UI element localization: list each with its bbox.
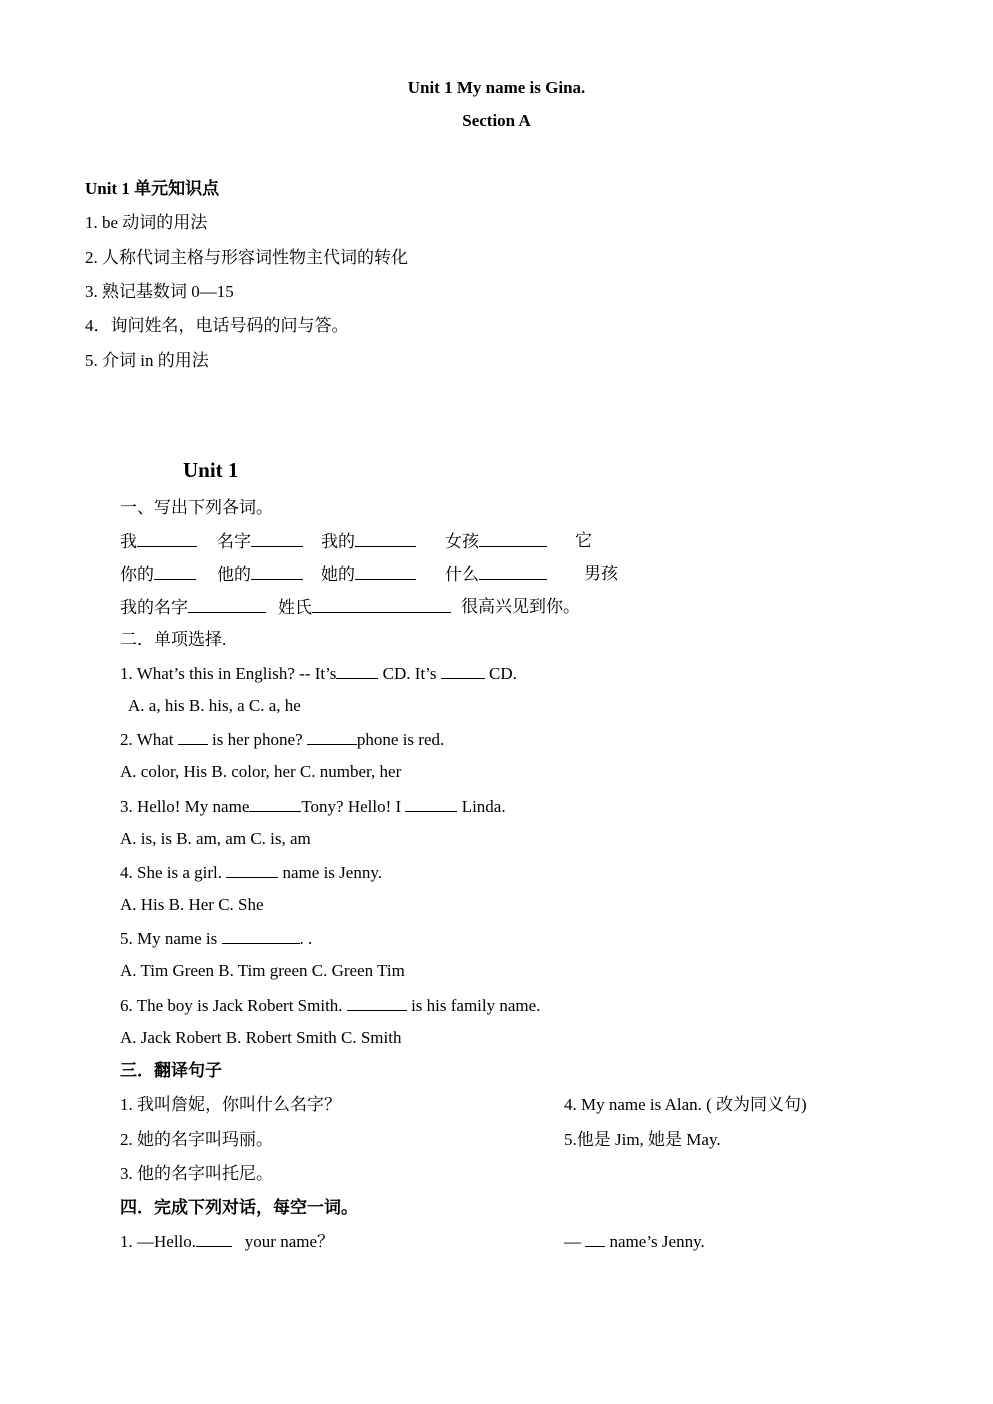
- word-label: 男孩: [584, 564, 618, 583]
- word-row: [217, 530, 303, 553]
- question-5: [120, 927, 312, 950]
- question-text: phone is red.: [356, 730, 445, 749]
- knowledge-item: 2. 人称代词主格与形容词性物主代词的转化: [85, 248, 408, 267]
- question-4: [120, 861, 382, 884]
- question-text: CD. It’s: [378, 664, 441, 683]
- word-label: 名字: [217, 532, 251, 551]
- word-row: [120, 563, 196, 586]
- dialogue-text: 1. —Hello.: [120, 1232, 197, 1251]
- question-text: . .: [299, 929, 313, 948]
- answer-blank[interactable]: [405, 795, 457, 812]
- translation-item: 2. 她的名字叫玛丽。: [120, 1130, 273, 1149]
- answer-blank[interactable]: [251, 563, 303, 580]
- part1-heading: 一、写出下列各词。: [120, 498, 273, 517]
- question-text: is her phone?: [207, 730, 307, 749]
- part4-heading: 四．完成下列对话，每空一词。: [120, 1198, 358, 1217]
- answer-blank[interactable]: [312, 596, 451, 613]
- dialogue-text: name’s Jenny.: [605, 1232, 705, 1251]
- question-options: A. color, His B. color, her C. number, her: [120, 762, 402, 781]
- answer-blank[interactable]: [355, 530, 416, 547]
- translation-item: 5.他是 Jim, 她是 May.: [564, 1130, 721, 1149]
- knowledge-item: 4．询问姓名，电话号码的问与答。: [85, 316, 349, 335]
- question-text: 2. What: [120, 730, 178, 749]
- question-text: Linda.: [457, 797, 506, 816]
- word-label: 我的名字: [120, 598, 188, 617]
- word-label: 很高兴见到你。: [461, 597, 580, 616]
- answer-blank[interactable]: [479, 530, 547, 547]
- question-options: A. Tim Green B. Tim green C. Green Tim: [120, 961, 405, 980]
- word-label: 他的: [217, 565, 251, 584]
- question-6: [120, 994, 540, 1017]
- answer-blank[interactable]: [188, 596, 266, 613]
- question-options: A. Jack Robert B. Robert Smith C. Smith: [120, 1028, 402, 1047]
- answer-blank[interactable]: [154, 563, 196, 580]
- answer-blank[interactable]: [251, 530, 303, 547]
- translation-item: 3. 他的名字叫托尼。: [120, 1164, 273, 1183]
- document-title: Unit 1 My name is Gina.: [407, 78, 586, 97]
- word-label: 我的: [321, 532, 355, 551]
- word-row: [217, 563, 303, 586]
- word-row: [445, 530, 547, 553]
- word-row: [120, 596, 266, 619]
- question-text: Tony? Hello! I: [301, 797, 406, 816]
- answer-blank[interactable]: [249, 795, 301, 812]
- word-row: [321, 530, 416, 553]
- question-options: A. a, his B. his, a C. a, he: [128, 696, 301, 715]
- dialogue-text: your name？: [232, 1232, 335, 1251]
- word-label: 什么: [445, 565, 479, 584]
- question-text: name is Jenny.: [278, 863, 382, 882]
- word-label: 它: [575, 531, 592, 550]
- word-row: [120, 530, 197, 553]
- question-2: [120, 728, 444, 751]
- word-label: 我: [120, 532, 137, 551]
- section-title: Section A: [462, 111, 531, 130]
- question-text: 3. Hello! My name: [120, 797, 250, 816]
- answer-blank[interactable]: [355, 563, 416, 580]
- word-row: [321, 563, 416, 586]
- answer-blank[interactable]: [441, 662, 485, 679]
- answer-blank[interactable]: [585, 1230, 605, 1247]
- question-text: CD.: [484, 664, 517, 683]
- word-row: [445, 563, 547, 586]
- question-text: 6. The boy is Jack Robert Smith.: [120, 996, 347, 1015]
- part3-heading: 三．翻译句子: [120, 1061, 222, 1080]
- answer-blank[interactable]: [137, 530, 197, 547]
- question-3: [120, 795, 506, 818]
- question-text: 5. My name is: [120, 929, 222, 948]
- question-options: A. is, is B. am, am C. is, am: [120, 829, 311, 848]
- question-options: A. His B. Her C. She: [120, 895, 264, 914]
- question-text: is his family name.: [406, 996, 541, 1015]
- word-label: 姓氏: [278, 598, 312, 617]
- translation-item: 4. My name is Alan. ( 改为同义句): [564, 1095, 807, 1114]
- knowledge-item: 5. 介词 in 的用法: [85, 351, 209, 370]
- part2-heading: 二．单项选择.: [120, 630, 227, 649]
- answer-blank[interactable]: [178, 728, 208, 745]
- word-label: 她的: [321, 565, 355, 584]
- answer-blank[interactable]: [196, 1230, 232, 1247]
- question-1: [120, 662, 517, 685]
- unit-heading: Unit 1: [183, 458, 239, 482]
- dialogue-text: —: [564, 1232, 586, 1251]
- translation-item: 1. 我叫詹妮，你叫什么名字？: [120, 1095, 341, 1114]
- knowledge-item: 1. be 动词的用法: [85, 213, 208, 232]
- question-text: 4. She is a girl.: [120, 863, 227, 882]
- word-row: [278, 596, 451, 619]
- word-label: 你的: [120, 565, 154, 584]
- answer-blank[interactable]: [307, 728, 357, 745]
- question-text: 1. What’s this in English? -- It’s: [120, 664, 337, 683]
- knowledge-item: 3. 熟记基数词 0—15: [85, 282, 234, 301]
- answer-blank[interactable]: [336, 662, 378, 679]
- answer-blank[interactable]: [479, 563, 547, 580]
- word-label: 女孩: [445, 532, 479, 551]
- knowledge-heading: Unit 1 单元知识点: [85, 179, 220, 198]
- answer-blank[interactable]: [347, 994, 407, 1011]
- dialogue-line: [564, 1230, 705, 1253]
- dialogue-line: [120, 1230, 334, 1253]
- answer-blank[interactable]: [226, 861, 278, 878]
- answer-blank[interactable]: [222, 927, 300, 944]
